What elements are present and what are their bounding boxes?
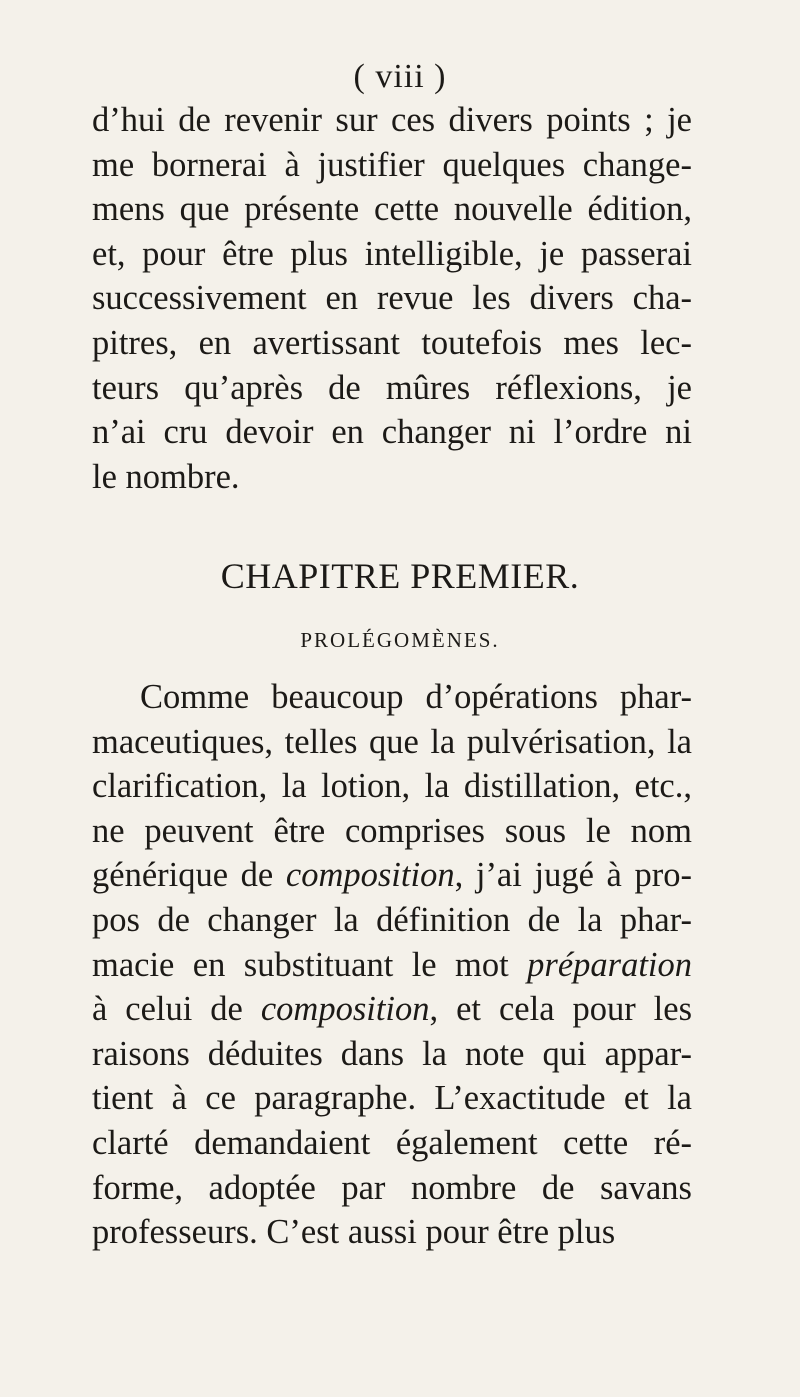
text-line: me bornerai à justifier quelques change-: [92, 145, 692, 184]
text-run: macie en substituant le mot: [92, 945, 528, 984]
italic-term: composition: [260, 990, 430, 1029]
text-line: [92, 853, 692, 898]
italic-term: préparation: [527, 945, 692, 984]
text-line: n’ai cru devoir en changer ni l’ordre ni: [92, 413, 692, 452]
text-line: pos de changer la définition de la phar-: [92, 900, 692, 939]
text-line: d’hui de revenir sur ces divers points ; je: [92, 101, 692, 139]
text-line: pitres, en avertissant toutefois mes lec-: [92, 323, 692, 362]
text-line: Comme beaucoup d’opérations phar-: [140, 678, 692, 716]
text-line: teurs qu’après de mûres réflexions, je: [92, 368, 692, 407]
text-line: professeurs. C’est aussi pour être plus: [92, 1213, 616, 1252]
text-run: générique de: [92, 856, 286, 895]
page-number: ( viii ): [353, 58, 447, 95]
text-line: mens que présente cette nouvelle édition,: [92, 190, 692, 229]
text-run: , et cela pour les: [429, 990, 693, 1029]
text-line: et, pour être plus intelligible, je passerai: [92, 234, 692, 273]
text-line: successivement en revue les divers cha-: [92, 279, 692, 318]
text-line: [92, 943, 692, 988]
text-line: le nombre.: [92, 457, 240, 496]
text-line: raisons déduites dans la note qui appar-: [92, 1034, 692, 1073]
text-line: forme, adoptée par nombre de savans: [92, 1168, 692, 1207]
section-title: PROLÉGOMÈNES.: [300, 628, 500, 652]
body-paragraph: [92, 675, 692, 1255]
chapter-title: CHAPITRE PREMIER.: [220, 556, 580, 596]
text-run: , j’ai jugé à pro-: [454, 856, 692, 895]
text-line: clarté demandaient également cette ré-: [92, 1123, 692, 1162]
intro-paragraph: [92, 98, 692, 499]
text-line: ne peuvent être comprises sous le nom: [92, 811, 692, 850]
text-line: tient à ce paragraphe. L’exactitude et la: [92, 1079, 692, 1118]
text-run: à celui de: [92, 990, 261, 1029]
italic-term: composition: [285, 856, 455, 895]
text-line: maceutiques, telles que la pulvérisation, la: [92, 722, 692, 761]
text-line: [92, 987, 692, 1032]
text-line: clarification, la lotion, la distillation, etc.,: [92, 767, 692, 806]
